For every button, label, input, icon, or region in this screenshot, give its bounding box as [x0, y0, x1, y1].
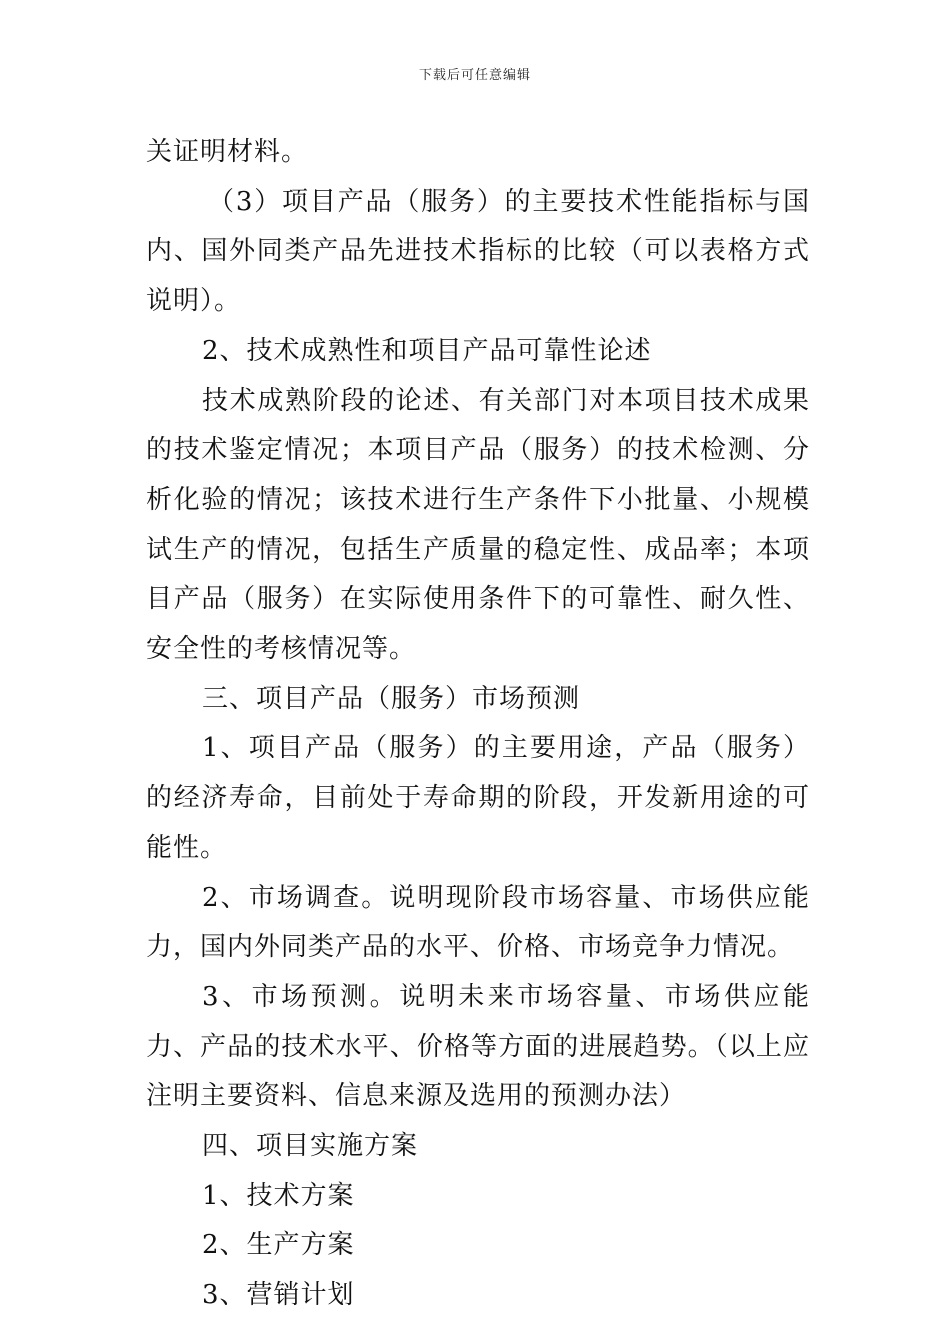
- list-item-production-plan: 2、生产方案: [202, 1230, 355, 1261]
- document-body: [146, 128, 810, 1321]
- paragraph-market-survey: 2、市场调查。说明现阶段市场容量、市场供应能力，国内外同类产品的水平、价格、市场竞争力情况。: [146, 882, 810, 963]
- paragraph-tech-maturity-body: 技术成熟阶段的论述、有关部门对本项目技术成果的技术鉴定情况；本项目产品（服务）的技术检测、分析化验的情况；该技术进行生产条件下小批量、小规模试生产的情况，包括生产质量的稳定性、成品率；本项目产品（服务）在实际使用条件下的可靠性、耐久性、安全性的考核情况等。: [146, 385, 810, 665]
- paragraph-item-3-performance: （3）项目产品（服务）的主要技术性能指标与国内、国外同类产品先进技术指标的比较（可以表格方式说明）。: [146, 186, 810, 317]
- section-heading-implementation: 四、项目实施方案: [202, 1131, 419, 1162]
- paragraph-continuation: 关证明材料。: [146, 137, 309, 167]
- paragraph-market-prediction: 3、市场预测。说明未来市场容量、市场供应能力、产品的技术水平、价格等方面的进展趋势。（以上应注明主要资料、信息来源及选用的预测办法）: [146, 981, 810, 1112]
- list-item-marketing-plan: 3、营销计划: [202, 1280, 355, 1311]
- page-header: 下载后可任意编辑: [418, 68, 531, 83]
- paragraph-market-use: 1、项目产品（服务）的主要用途，产品（服务）的经济寿命，目前处于寿命期的阶段，开发新用途的可能性。: [146, 733, 810, 863]
- section-heading-market-forecast: 三、项目产品（服务）市场预测: [202, 683, 581, 714]
- section-heading-tech-maturity: 2、技术成熟性和项目产品可靠性论述: [202, 335, 652, 366]
- list-item-tech-plan: 1、技术方案: [202, 1180, 355, 1211]
